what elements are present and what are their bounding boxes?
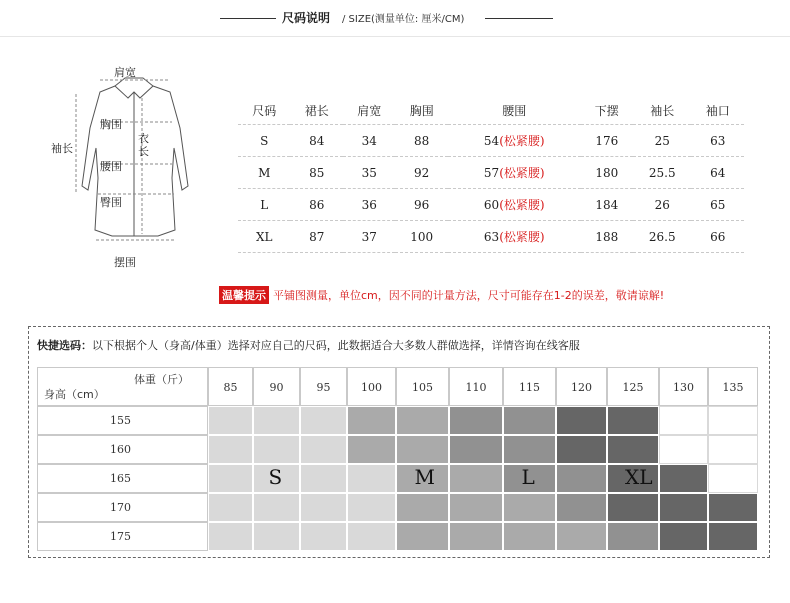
- weight-header-cell: 110: [449, 367, 503, 406]
- grid-cell: [556, 406, 607, 435]
- cell-waist: [448, 189, 581, 221]
- size-grid-label: XL: [625, 465, 653, 489]
- label-length: 衣长: [138, 132, 149, 158]
- grid-cell: [708, 493, 758, 522]
- grid-cell: [659, 522, 708, 551]
- grid-corner: [37, 367, 208, 406]
- cell-size: S: [238, 125, 290, 157]
- waist-value: 54: [483, 134, 500, 148]
- grid-cell: [347, 464, 396, 493]
- height-row-label: 175: [37, 522, 208, 551]
- weight-header-cell: 100: [347, 367, 396, 406]
- grid-cell: [300, 522, 347, 551]
- grid-cell: [708, 522, 758, 551]
- grid-cell: [347, 522, 396, 551]
- cell-sleeve: 26.5: [633, 221, 691, 253]
- grid-cell: [300, 493, 347, 522]
- grid-cell: [396, 493, 449, 522]
- grid-cell: [659, 493, 708, 522]
- waist-value: 57: [483, 166, 500, 180]
- height-row-label: 165: [37, 464, 208, 493]
- table-row: [238, 189, 744, 221]
- dress-outline-icon: [40, 58, 210, 273]
- grid-cell: [300, 406, 347, 435]
- grid-cell: [607, 406, 659, 435]
- cell-shoulder: 35: [343, 157, 395, 189]
- grid-cell: [449, 435, 503, 464]
- table-row: [238, 157, 744, 189]
- tip-text: 平铺图测量，单位cm，因不同的计量方法，尺寸可能存在1-2的误差，敬请谅解!: [273, 289, 665, 302]
- grid-cell: [503, 435, 556, 464]
- grid-cell: [208, 435, 253, 464]
- waist-note: (松紧腰): [499, 166, 545, 180]
- size-grid-label: L: [521, 465, 535, 489]
- weight-label: 体重（斤）: [134, 373, 189, 386]
- header: [0, 0, 790, 36]
- grid-cell: [607, 435, 659, 464]
- col-header: 袖长: [633, 96, 691, 125]
- cell-cuff: 66: [691, 221, 744, 253]
- header-title: 尺码说明: [282, 11, 331, 25]
- grid-cell: [556, 464, 607, 493]
- cell-hem: 188: [581, 221, 633, 253]
- height-label: 身高（cm）: [44, 388, 105, 401]
- cell-chest: 92: [395, 157, 447, 189]
- grid-cell: [449, 406, 503, 435]
- grid-cell: [503, 493, 556, 522]
- quick-select-title-text: 以下根据个人（身高/体重）选择对应自己的尺码，此数据适合大多数人群做选择，详情咨询在线客服: [92, 339, 580, 352]
- grid-cell: [449, 522, 503, 551]
- col-header: 腰围: [448, 96, 581, 125]
- cell-cuff: 63: [691, 125, 744, 157]
- cell-shoulder: 34: [343, 125, 395, 157]
- grid-cell: [449, 493, 503, 522]
- weight-header-cell: 125: [607, 367, 659, 406]
- cell-sleeve: 25.5: [633, 157, 691, 189]
- grid-cell: [556, 493, 607, 522]
- grid-cell: [208, 464, 253, 493]
- grid-cell: [300, 464, 347, 493]
- weight-header-cell: 85: [208, 367, 253, 406]
- cell-cuff: 64: [691, 157, 744, 189]
- grid-cell: [396, 522, 449, 551]
- grid-cell: [659, 406, 708, 435]
- cell-size: M: [238, 157, 290, 189]
- grid-cell: [208, 493, 253, 522]
- header-line-right: [485, 18, 553, 19]
- label-shoulder: 肩宽: [114, 66, 136, 79]
- weight-header-cell: 95: [300, 367, 347, 406]
- col-header: 尺码: [238, 96, 290, 125]
- grid-cell: [208, 522, 253, 551]
- grid-cell: [396, 406, 449, 435]
- weight-header-cell: 115: [503, 367, 556, 406]
- label-sleeve: 袖长: [51, 142, 73, 155]
- size-grid-label: S: [268, 465, 283, 489]
- grid-cell: [253, 493, 300, 522]
- grid-cell: [253, 522, 300, 551]
- height-row-label: 170: [37, 493, 208, 522]
- grid-cell: [556, 435, 607, 464]
- weight-header-cell: 135: [708, 367, 758, 406]
- cell-sleeve: 25: [633, 125, 691, 157]
- grid-cell: [503, 406, 556, 435]
- cell-length: 86: [290, 189, 342, 221]
- label-hip: 臀围: [100, 196, 122, 209]
- grid-cell: [347, 435, 396, 464]
- cell-waist: [448, 157, 581, 189]
- grid-cell: [607, 522, 659, 551]
- waist-note: (松紧腰): [499, 230, 545, 244]
- garment-diagram: [40, 58, 210, 273]
- height-row-label: 155: [37, 406, 208, 435]
- col-header: 袖口: [691, 96, 744, 125]
- cell-shoulder: 37: [343, 221, 395, 253]
- height-row-label: 160: [37, 435, 208, 464]
- cell-chest: 88: [395, 125, 447, 157]
- cell-chest: 100: [395, 221, 447, 253]
- col-header: 下摆: [581, 96, 633, 125]
- label-hem: 摆围: [114, 256, 136, 269]
- grid-cell: [253, 406, 300, 435]
- label-waist: 腰围: [100, 160, 122, 173]
- grid-cell: [449, 464, 503, 493]
- cell-hem: 176: [581, 125, 633, 157]
- table-row: [238, 221, 744, 253]
- waist-note: (松紧腰): [499, 198, 545, 212]
- quick-select-title: [37, 337, 580, 353]
- cell-hem: 184: [581, 189, 633, 221]
- grid-cell: [208, 406, 253, 435]
- grid-cell: [396, 435, 449, 464]
- grid-cell: [708, 406, 758, 435]
- label-chest: 胸围: [100, 118, 122, 131]
- weight-header-cell: 90: [253, 367, 300, 406]
- table-row: [238, 125, 744, 157]
- header-subtitle: / SIZE(测量单位: 厘米/CM): [342, 14, 465, 25]
- col-header: 肩宽: [343, 96, 395, 125]
- grid-cell: [347, 493, 396, 522]
- weight-header-cell: 130: [659, 367, 708, 406]
- grid-cell: [253, 435, 300, 464]
- grid-cell: [607, 493, 659, 522]
- header-line-left: [220, 18, 276, 19]
- size-grid-label: M: [414, 465, 435, 489]
- header-divider: [0, 36, 790, 37]
- waist-note: (松紧腰): [499, 134, 545, 148]
- col-header: 裙长: [290, 96, 342, 125]
- cell-sleeve: 26: [633, 189, 691, 221]
- cell-length: 84: [290, 125, 342, 157]
- weight-header-cell: 105: [396, 367, 449, 406]
- size-table-header: [238, 96, 744, 125]
- cell-waist: [448, 221, 581, 253]
- grid-cell: [708, 464, 758, 493]
- cell-length: 87: [290, 221, 342, 253]
- tip-line: [219, 286, 664, 304]
- grid-cell: [503, 522, 556, 551]
- grid-cell: [659, 435, 708, 464]
- cell-length: 85: [290, 157, 342, 189]
- grid-cell: [659, 464, 708, 493]
- grid-cell: [708, 435, 758, 464]
- size-table: [238, 96, 744, 253]
- cell-size: L: [238, 189, 290, 221]
- waist-value: 60: [483, 198, 500, 212]
- cell-waist: [448, 125, 581, 157]
- cell-hem: 180: [581, 157, 633, 189]
- weight-header-cell: 120: [556, 367, 607, 406]
- grid-cell: [300, 435, 347, 464]
- quick-select-title-bold: 快捷选码：: [37, 339, 92, 352]
- tip-badge: 温馨提示: [219, 286, 269, 304]
- grid-cell: [347, 406, 396, 435]
- cell-size: XL: [238, 221, 290, 253]
- col-header: 胸围: [395, 96, 447, 125]
- waist-value: 63: [483, 230, 500, 244]
- cell-shoulder: 36: [343, 189, 395, 221]
- grid-cell: [556, 522, 607, 551]
- cell-cuff: 65: [691, 189, 744, 221]
- cell-chest: 96: [395, 189, 447, 221]
